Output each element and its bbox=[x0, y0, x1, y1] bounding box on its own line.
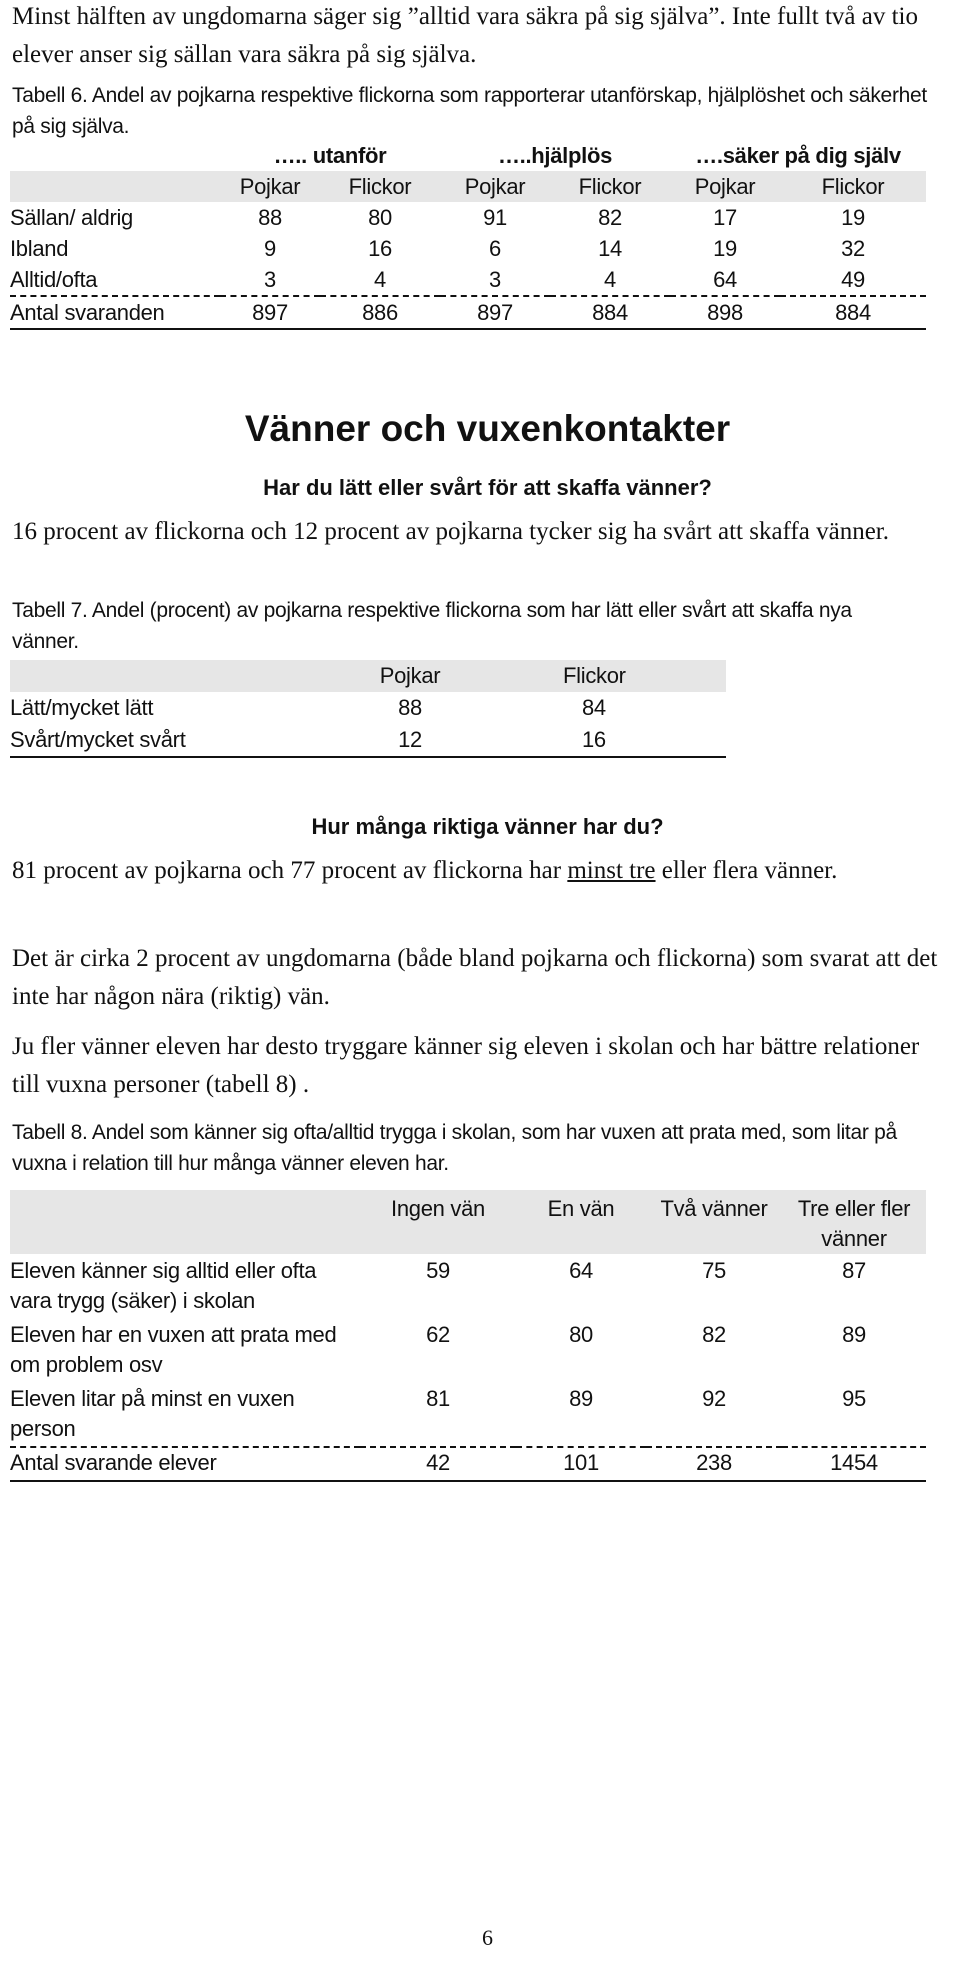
table-row bbox=[10, 724, 726, 757]
table8-header-row bbox=[10, 1190, 926, 1254]
table-cell: 4 bbox=[374, 266, 386, 292]
table6-group-header-row bbox=[10, 140, 926, 171]
table-cell: 3 bbox=[489, 266, 501, 292]
table8-header: Ingen vän bbox=[391, 1196, 485, 1221]
paragraph-text: 81 procent av pojkarna och 77 procent av flickorna har bbox=[12, 857, 568, 884]
paragraph-text: eller flera vänner. bbox=[655, 857, 838, 884]
table-cell: 92 bbox=[702, 1386, 726, 1411]
row-label: Sällan/ aldrig bbox=[10, 204, 133, 230]
table7-caption: Tabell 7. Andel (procent) av pojkarna respektive flickorna som har lätt eller svårt att skaffa nya vänner. bbox=[12, 599, 852, 653]
table7-header-row bbox=[10, 660, 726, 692]
table-cell: 16 bbox=[368, 235, 392, 261]
paragraph: Det är cirka 2 procent av ungdomarna (både bland pojkarna och flickorna) som svarat att det inte har någon nära (riktig) vän. bbox=[12, 945, 938, 1010]
table6-group-hjalplos: …..hjälplös bbox=[497, 142, 613, 168]
table-row bbox=[10, 264, 926, 296]
row-label: Svårt/mycket svårt bbox=[10, 727, 186, 752]
table-cell: 89 bbox=[569, 1386, 593, 1411]
table-cell: 897 bbox=[252, 299, 288, 325]
table6-subheader: Flickor bbox=[821, 173, 885, 199]
table-cell: 32 bbox=[841, 235, 865, 261]
table-cell: 42 bbox=[426, 1450, 450, 1475]
table6-subheader: Pojkar bbox=[239, 173, 301, 199]
table-cell: 80 bbox=[569, 1322, 593, 1347]
table-row bbox=[10, 692, 726, 724]
row-label: Eleven känner sig alltid eller ofta vara trygg (säker) i skolan bbox=[10, 1258, 317, 1313]
row-label: Eleven litar på minst en vuxen person bbox=[10, 1386, 295, 1441]
row-label: Antal svarande elever bbox=[10, 1450, 217, 1475]
table8-header: Tre eller fler vänner bbox=[797, 1196, 911, 1251]
table-cell: 17 bbox=[713, 204, 737, 230]
row-label: Alltid/ofta bbox=[10, 266, 98, 292]
table-cell: 91 bbox=[483, 204, 507, 230]
table6-caption: Tabell 6. Andel av pojkarna respektive flickorna som rapporterar utanförskap, hjälplöshet och säkerhet på sig själva. bbox=[12, 84, 927, 138]
table-cell: 4 bbox=[604, 266, 616, 292]
table-cell: 19 bbox=[841, 204, 865, 230]
question-heading: Hur många riktiga vänner har du? bbox=[311, 814, 664, 839]
table-cell: 75 bbox=[702, 1258, 726, 1283]
table-cell: 898 bbox=[707, 299, 743, 325]
table-cell: 81 bbox=[426, 1386, 450, 1411]
table6-subheader: Pojkar bbox=[464, 173, 526, 199]
row-label: Lätt/mycket lätt bbox=[10, 695, 154, 720]
paragraph bbox=[12, 852, 952, 890]
table-cell: 49 bbox=[841, 266, 865, 292]
table6-subheader: Flickor bbox=[348, 173, 412, 199]
table-cell: 897 bbox=[477, 299, 513, 325]
table-cell: 95 bbox=[842, 1386, 866, 1411]
table-cell: 88 bbox=[398, 695, 422, 720]
table-cell: 3 bbox=[264, 266, 276, 292]
table-cell: 884 bbox=[835, 299, 871, 325]
table6-total-row bbox=[10, 296, 926, 329]
table-cell: 59 bbox=[426, 1258, 450, 1283]
table-cell: 80 bbox=[368, 204, 392, 230]
table8 bbox=[10, 1190, 926, 1482]
table6-subheader: Flickor bbox=[578, 173, 642, 199]
table-cell: 6 bbox=[489, 235, 501, 261]
table-row bbox=[10, 1384, 926, 1447]
table-cell: 884 bbox=[592, 299, 628, 325]
table6-group-utanfor: ….. utanför bbox=[273, 142, 387, 168]
table8-total-row bbox=[10, 1447, 926, 1481]
table-row bbox=[10, 1254, 926, 1320]
question-heading: Har du lätt eller svårt för att skaffa vänner? bbox=[263, 475, 712, 500]
row-label: Antal svaranden bbox=[10, 299, 165, 325]
table6 bbox=[10, 140, 926, 330]
table-cell: 101 bbox=[563, 1450, 599, 1475]
table-cell: 88 bbox=[258, 204, 282, 230]
table6-subheader: Pojkar bbox=[694, 173, 756, 199]
table-row bbox=[10, 233, 926, 264]
table6-group-saker: ….säker på dig själv bbox=[695, 142, 901, 168]
table7 bbox=[10, 660, 726, 758]
table-cell: 64 bbox=[713, 266, 737, 292]
table-cell: 87 bbox=[842, 1258, 866, 1283]
table-cell: 9 bbox=[264, 235, 276, 261]
table-cell: 886 bbox=[362, 299, 398, 325]
underlined-text: minst tre bbox=[567, 857, 656, 884]
table-cell: 62 bbox=[426, 1322, 450, 1347]
table-cell: 238 bbox=[696, 1450, 732, 1475]
section-title: Vänner och vuxenkontakter bbox=[244, 408, 731, 449]
intro-paragraph: Minst hälften av ungdomarna säger sig ”alltid vara säkra på sig själva”. Inte fullt två av tio elever anser sig sällan vara säkra på sig själva. bbox=[12, 3, 918, 68]
row-label: Eleven har en vuxen att prata med om problem osv bbox=[10, 1322, 337, 1377]
table-cell: 1454 bbox=[830, 1450, 878, 1475]
table8-header: En vän bbox=[547, 1196, 615, 1221]
table7-header: Flickor bbox=[563, 663, 626, 688]
table8-header: Två vänner bbox=[660, 1196, 768, 1221]
table8-caption: Tabell 8. Andel som känner sig ofta/alltid trygga i skolan, som har vuxen att prata med, som litar på vuxna i relation till hur många vänner eleven har. bbox=[12, 1121, 897, 1175]
table-cell: 12 bbox=[398, 727, 422, 752]
table-cell: 64 bbox=[569, 1258, 593, 1283]
table-cell: 84 bbox=[582, 695, 606, 720]
table-cell: 82 bbox=[702, 1322, 726, 1347]
page-number: 6 bbox=[482, 1925, 493, 1950]
table7-header: Pojkar bbox=[379, 663, 441, 688]
table-cell: 19 bbox=[713, 235, 737, 261]
row-label: Ibland bbox=[10, 235, 69, 261]
table-row bbox=[10, 1320, 926, 1384]
table-cell: 16 bbox=[582, 727, 606, 752]
paragraph: Ju fler vänner eleven har desto tryggare känner sig eleven i skolan och har bättre relationer till vuxna personer (tabell 8) . bbox=[12, 1033, 920, 1098]
table6-subheader-row bbox=[10, 171, 926, 202]
table-row bbox=[10, 202, 926, 233]
table-cell: 82 bbox=[598, 204, 622, 230]
table-cell: 14 bbox=[598, 235, 622, 261]
paragraph: 16 procent av flickorna och 12 procent av pojkarna tycker sig ha svårt att skaffa vänner. bbox=[12, 518, 889, 545]
table-cell: 89 bbox=[842, 1322, 866, 1347]
